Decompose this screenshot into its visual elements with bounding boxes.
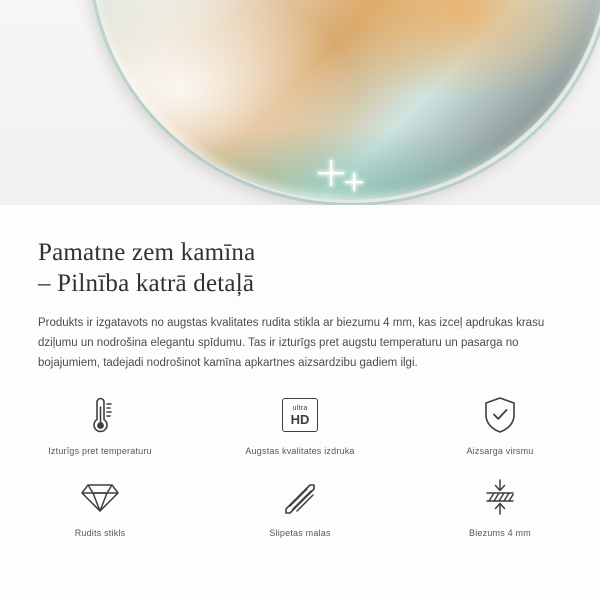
feature-label: Rudits stikls	[74, 528, 126, 538]
feature-item	[200, 392, 400, 456]
page-title	[0, 205, 600, 299]
badge-bottom-text: HD	[290, 411, 310, 427]
feature-label: Izturīgs pret temperaturu	[48, 446, 152, 456]
thermometer-icon	[80, 392, 120, 438]
hero-image	[0, 0, 600, 205]
content-block	[0, 205, 600, 373]
feature-item	[400, 474, 600, 538]
feature-item	[0, 474, 200, 538]
thickness-arrows-icon	[480, 474, 520, 520]
ultra-hd-badge-icon	[282, 392, 318, 438]
feature-item	[0, 392, 200, 456]
feature-label: Slipetas malas	[269, 528, 331, 538]
feature-label: Augstas kvalitates izdruka	[245, 446, 355, 456]
description-paragraph: Produkts ir izgatavots no augstas kvalitates rudita stikla ar biezumu 4 mm, kas izceļ apdrukas krasu dziļumu un nodrošina elegantu spīdumu. Tas ir izturīgs pret augstu temperaturu un pasarga no bojajumiem, tadejadi nodrošinot kamīna apkartnes aizsardzibu gadiem ilgi.	[38, 317, 545, 369]
diamond-icon	[80, 474, 120, 520]
feature-grid	[0, 392, 600, 538]
feature-item	[200, 474, 400, 538]
polished-edges-icon	[280, 474, 320, 520]
feature-label: Biezums 4 mm	[469, 528, 531, 538]
shield-check-icon	[482, 392, 518, 438]
feature-label: Aizsarga virsmu	[466, 446, 534, 456]
badge-top-text: ultra	[292, 404, 308, 412]
feature-item	[400, 392, 600, 456]
headline-line-1: Pamatne zem kamīna	[38, 239, 256, 266]
headline-line-2: – Pilnība katrā detaļā	[38, 270, 255, 297]
